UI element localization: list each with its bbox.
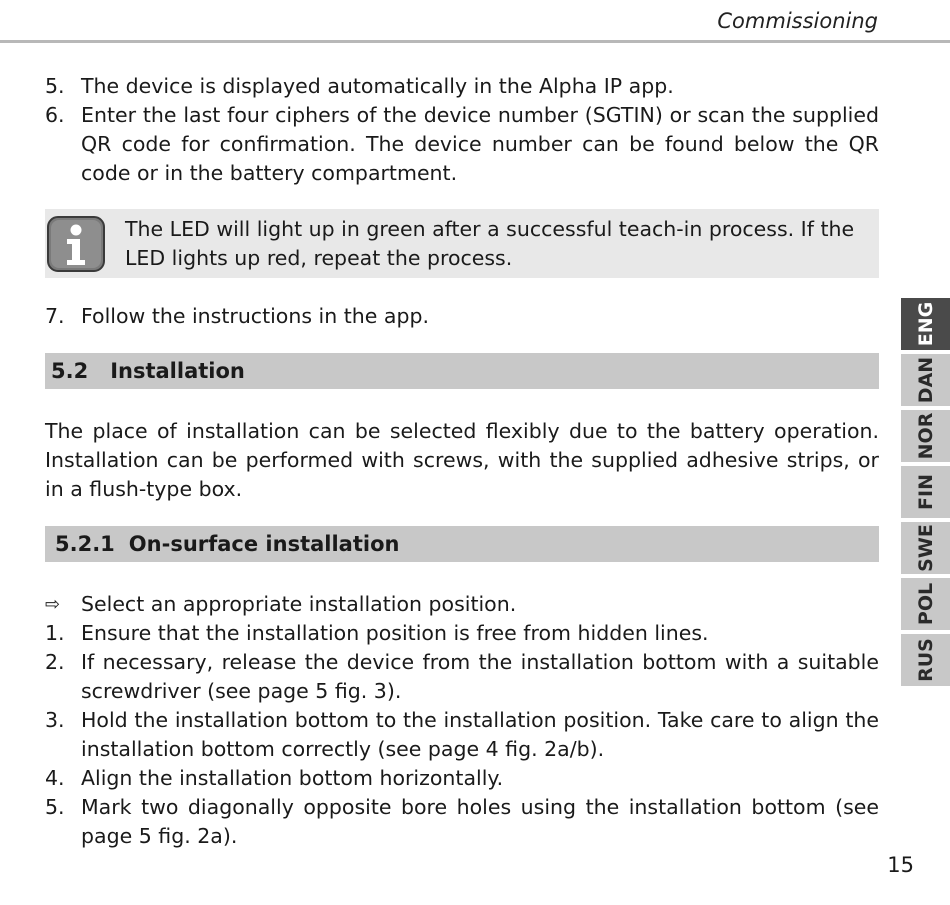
- section-number: 5.2: [51, 359, 89, 383]
- list-item: [45, 302, 879, 331]
- step-text: If necessary, release the device from the installation bottom with a suitable screwdriver (see page 5 fig. 3).: [81, 650, 879, 703]
- list-item: [45, 101, 879, 188]
- step-text: Hold the installation bottom to the installation position. Take care to align the installation bottom correctly (see page 4 fig. 2a/b).: [81, 708, 879, 761]
- list-item: [45, 793, 879, 851]
- step-number: 5.: [45, 795, 65, 819]
- step-text: Align the installation bottom horizontally.: [81, 766, 504, 790]
- step-text: Select an appropriate installation position.: [81, 592, 517, 616]
- step-number: 7.: [45, 304, 65, 328]
- section-title: Installation: [110, 359, 245, 383]
- language-tab-fin[interactable]: [901, 466, 950, 518]
- list-item: [45, 648, 879, 706]
- note-text: The LED will light up in green after a successful teach-in process. If the LED lights up red, repeat the process.: [125, 217, 855, 270]
- section-heading-on-surface: [45, 526, 879, 562]
- language-tab-eng[interactable]: [901, 298, 950, 350]
- header-rule: [0, 40, 950, 43]
- language-tab-nor[interactable]: [901, 410, 950, 462]
- step-number: 3.: [45, 708, 65, 732]
- steps-list-top: [45, 72, 879, 188]
- installation-paragraph: [45, 417, 879, 504]
- step-text: Enter the last four ciphers of the device number (SGTIN) or scan the supplied QR code for confirmation. The device number can be found below the QR code or in the battery compartment.: [81, 103, 879, 185]
- step-text: Follow the instructions in the app.: [81, 304, 430, 328]
- list-item: [45, 706, 879, 764]
- language-tab-label: ENG: [914, 301, 937, 347]
- language-tab-label: DAN: [914, 356, 937, 404]
- language-tab-dan[interactable]: [901, 354, 950, 406]
- paragraph-text: The place of installation can be selected flexibly due to the battery operation. Installation can be performed with screws, with the supplied adhesive strips, or in a flush-type box.: [45, 419, 879, 501]
- list-item: [45, 619, 879, 648]
- language-tab-label: RUS: [914, 638, 937, 682]
- language-tab-rus[interactable]: [901, 634, 950, 686]
- list-item: [45, 72, 879, 101]
- arrow-icon: ⇨: [45, 594, 61, 615]
- step-number: 5.: [45, 74, 65, 98]
- language-tab-pol[interactable]: [901, 578, 950, 630]
- info-note: [45, 209, 879, 278]
- step-text: Ensure that the installation position is free from hidden lines.: [81, 621, 709, 645]
- page-number: 15: [887, 853, 914, 877]
- steps-list-bottom: [45, 590, 879, 851]
- section-number: 5.2.1: [55, 532, 115, 556]
- language-tabs: [901, 298, 950, 690]
- language-tab-label: FIN: [914, 474, 937, 510]
- language-tab-label: SWE: [914, 524, 937, 572]
- step-number: 2.: [45, 650, 65, 674]
- step-number: 4.: [45, 766, 65, 790]
- section-heading-installation: [45, 353, 879, 389]
- list-item: [45, 764, 879, 793]
- step-number: 1.: [45, 621, 65, 645]
- step-number: 6.: [45, 103, 65, 127]
- language-tab-label: NOR: [914, 412, 937, 460]
- section-title: On-surface installation: [128, 532, 400, 556]
- step-text: Mark two diagonally opposite bore holes using the installation bottom (see page 5 fig. 2a).: [81, 795, 879, 848]
- list-item: [45, 590, 879, 619]
- steps-list-mid: [45, 302, 879, 331]
- language-tab-label: POL: [914, 582, 937, 626]
- language-tab-swe[interactable]: [901, 522, 950, 574]
- chapter-title: Commissioning: [717, 9, 878, 33]
- step-text: The device is displayed automatically in the Alpha IP app.: [81, 74, 674, 98]
- info-icon: [46, 215, 106, 277]
